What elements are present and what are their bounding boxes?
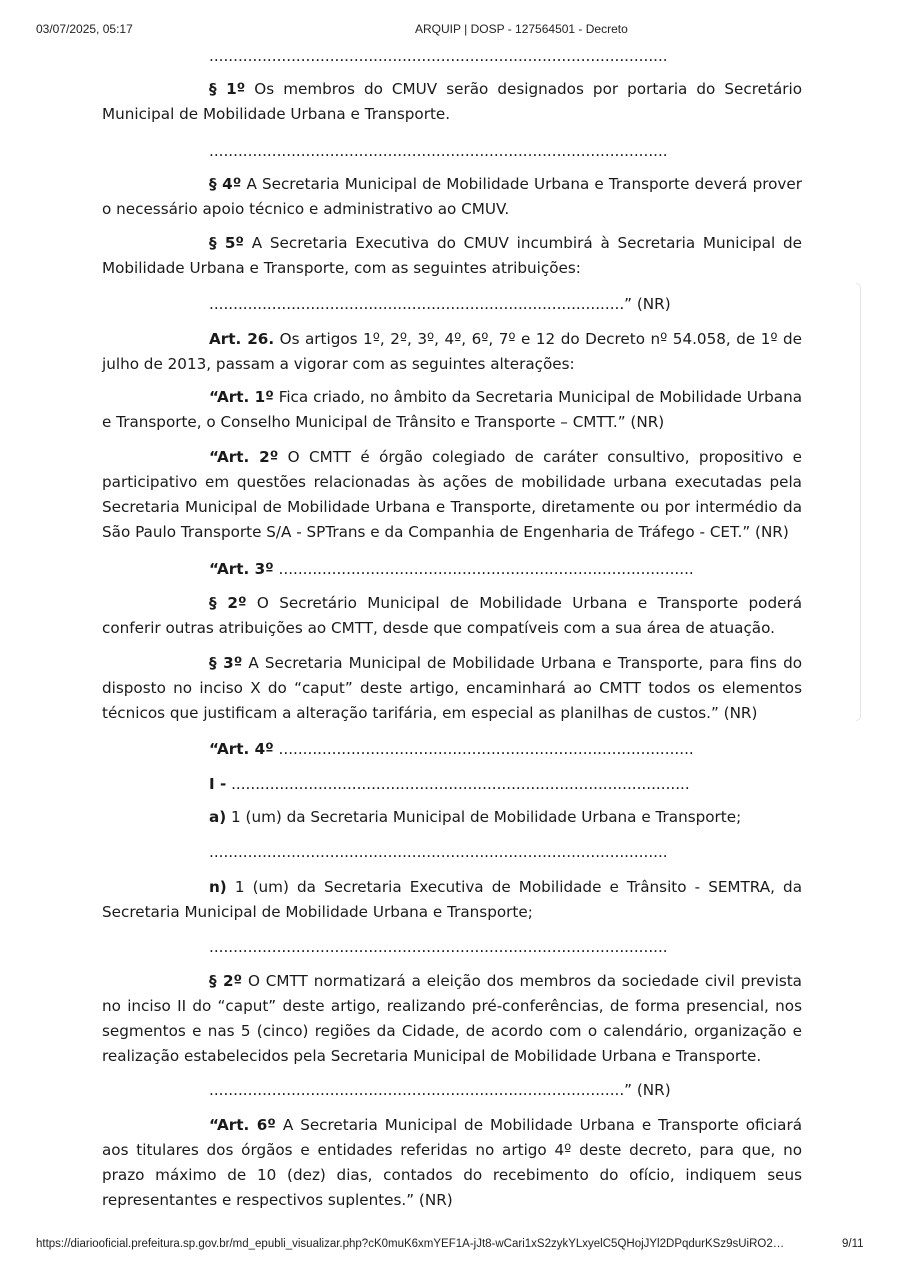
- paragraph-label: § 2º: [209, 594, 247, 612]
- paragraph-text: A Secretaria Executiva do CMUV incumbirá à Secretaria Municipal de Mobilidade Urbana e Transporte, com as seguintes atribuições:: [102, 234, 803, 277]
- article-label: “Art. 6º: [209, 1116, 276, 1134]
- alinea-label: n): [209, 878, 227, 896]
- ellipsis-line: ...............................................................................................: [209, 142, 668, 160]
- article-26: [102, 327, 802, 377]
- alinea-text: 1 (um) da Secretaria Executiva de Mobilidade e Trânsito - SEMTRA, da Secretaria Municipal de Mobilidade Urbana e Transporte;: [102, 878, 802, 921]
- paragraph-text: Os membros do CMUV serão designados por portaria do Secretário Municipal de Mobilidade Urbana e Transporte.: [102, 80, 803, 123]
- header-datetime: 03/07/2025, 05:17: [36, 22, 133, 36]
- scrollbar-track[interactable]: [856, 283, 861, 721]
- article-3-paragraph-3: [102, 651, 802, 726]
- paragraph-text: O CMTT normatizará a eleição dos membros da sociedade civil prevista no inciso II do “caput” deste artigo, realizando pré-conferências, de forma presencial, nos segmentos e nas 5 (cinco) regiões da Cidade, de acordo com o calendário, organização e realização estabelecidos pela Secretaria Municipal de Mobilidade Urbana e Transporte.: [102, 972, 802, 1065]
- article-label: Art. 26.: [209, 330, 275, 348]
- ellipsis-line: ...............................................................................................: [209, 938, 668, 956]
- article-label: “Art. 1º: [209, 388, 274, 406]
- ellipsis-line: ...............................................................................................: [209, 843, 668, 861]
- article-label: “Art. 3º: [209, 560, 274, 578]
- alinea-n: [102, 875, 802, 925]
- paragraph-5: [102, 231, 802, 281]
- paragraph-label: § 5º: [209, 234, 244, 252]
- article-1: [102, 385, 802, 435]
- article-2: [102, 445, 802, 545]
- paragraph-text: O Secretário Municipal de Mobilidade Urbana e Transporte poderá conferir outras atribuições ao CMTT, desde que compatíveis com a sua área de atuação.: [102, 594, 803, 637]
- inciso-1: [209, 772, 802, 797]
- article-4-paragraph-2: [102, 969, 802, 1069]
- ellipsis-line-nr: ......................................................................................” (NR): [209, 1081, 671, 1099]
- article-6: [102, 1113, 802, 1213]
- article-3-heading: [209, 557, 802, 582]
- footer-url: https://diariooficial.prefeitura.sp.gov.br/md_epubli_visualizar.php?cK0muK6xmYEF1A-jJt8-wCari1xS2zykYLxyelC5QHojJYl2DPqdurKSz9sUiRO2…: [36, 1238, 785, 1250]
- paragraph-label: § 3º: [209, 654, 243, 672]
- paragraph-label: § 4º: [209, 175, 242, 193]
- alinea-label: a): [209, 808, 227, 826]
- article-3-paragraph-2: [102, 591, 802, 641]
- paragraph-label: § 1º: [209, 80, 246, 98]
- ellipsis: ...............................................................................................: [226, 775, 690, 793]
- paragraph-text: A Secretaria Municipal de Mobilidade Urbana e Transporte deverá prover o necessário apoio técnico e administrativo ao CMUV.: [102, 175, 803, 218]
- paragraph-label: § 2º: [209, 972, 243, 990]
- article-text: A Secretaria Municipal de Mobilidade Urbana e Transporte oficiará aos titulares dos órgãos e entidades referidas no artigo 4º deste decreto, para que, no prazo máximo de 10 (dez) dias, contados do recebimento do ofício, indiquem seus representantes e respectivos suplentes.” (NR): [102, 1116, 802, 1209]
- ellipsis-line-nr: ......................................................................................” (NR): [209, 295, 671, 313]
- article-label: “Art. 4º: [209, 740, 274, 758]
- ellipsis: ......................................................................................: [273, 740, 694, 758]
- article-label: “Art. 2º: [209, 448, 279, 466]
- paragraph-1: [102, 77, 802, 127]
- article-4-heading: [209, 737, 802, 762]
- header-title: ARQUIP | DOSP - 127564501 - Decreto: [415, 22, 628, 36]
- article-text: Os artigos 1º, 2º, 3º, 4º, 6º, 7º e 12 do Decreto nº 54.058, de 1º de julho de 2013, passam a vigorar com as seguintes alterações:: [102, 330, 803, 373]
- article-text: O CMTT é órgão colegiado de caráter consultivo, propositivo e participativo em questões relacionadas às ações de mobilidade urbana executadas pela Secretaria Municipal de Mobilidade Urbana e Transporte, diretamente ou por intermédio da São Paulo Transporte S/A - SPTrans e da Companhia de Engenharia de Tráfego - CET.” (NR): [102, 448, 802, 541]
- ellipsis-line: ...............................................................................................: [209, 47, 668, 65]
- alinea-text: 1 (um) da Secretaria Municipal de Mobilidade Urbana e Transporte;: [226, 808, 742, 826]
- article-text: Fica criado, no âmbito da Secretaria Municipal de Mobilidade Urbana e Transporte, o Conselho Municipal de Trânsito e Transporte – CMTT.” (NR): [102, 388, 802, 431]
- paragraph-4: [102, 172, 802, 222]
- footer-page-number: 9/11: [842, 1238, 864, 1250]
- inciso-label: I -: [209, 775, 227, 793]
- ellipsis: ......................................................................................: [273, 560, 694, 578]
- alinea-a: [209, 805, 802, 830]
- paragraph-text: A Secretaria Municipal de Mobilidade Urbana e Transporte, para fins do disposto no inciso X do “caput” deste artigo, encaminhará ao CMTT todos os elementos técnicos que justificam a alteração tarifária, em especial as planilhas de custos.” (NR): [102, 654, 802, 722]
